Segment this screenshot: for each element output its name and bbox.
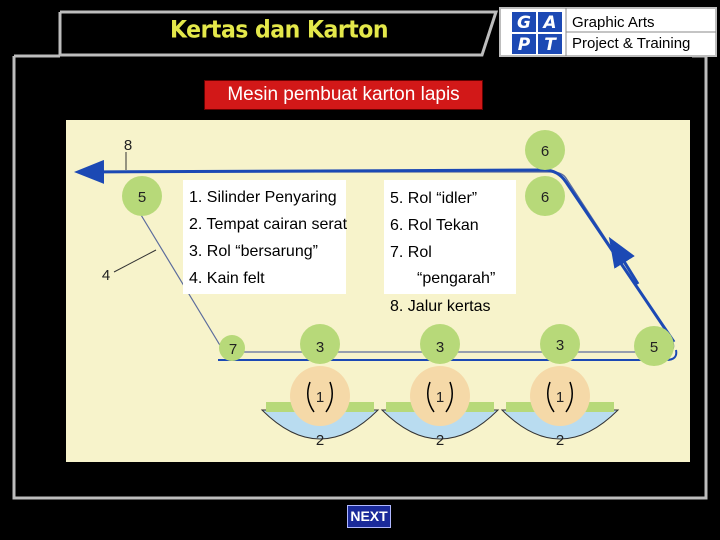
paper-path-line xyxy=(80,170,544,172)
legend-item-1: 1. Silinder Penyaring xyxy=(189,189,337,206)
legend-item-7: 7. Rol xyxy=(390,244,432,261)
callout-3-unit-2: 3 xyxy=(435,339,445,356)
paperboard-machine-diagram xyxy=(66,120,690,462)
callout-3-unit-1: 3 xyxy=(315,339,325,356)
legend-item-4: 4. Kain felt xyxy=(189,270,265,287)
logo-letter-t: T xyxy=(544,35,556,54)
callout-5-right: 5 xyxy=(649,339,659,356)
callout-1-unit-2: 1 xyxy=(435,389,445,406)
legend-item-8: 8. Jalur kertas xyxy=(390,298,491,315)
callout-1-unit-1: 1 xyxy=(315,389,325,406)
page-title: Kertas dan Karton xyxy=(170,16,388,45)
leader-4 xyxy=(114,250,156,272)
callout-8: 8 xyxy=(123,137,133,154)
callout-7: 7 xyxy=(228,341,238,358)
callout-4: 4 xyxy=(101,267,111,284)
callout-1-unit-3: 1 xyxy=(555,389,565,406)
callout-5-left: 5 xyxy=(137,189,147,206)
logo-letter-g: G xyxy=(517,13,531,33)
logo-letter-p: P xyxy=(517,35,531,54)
callout-3-unit-3: 3 xyxy=(555,337,565,354)
legend-item-7-cont: “pengarah” xyxy=(417,270,496,287)
legend-item-3: 3. Rol “bersarung” xyxy=(189,243,318,260)
paper-path-arrow xyxy=(612,242,638,284)
callout-2-unit-1: 2 xyxy=(315,432,325,449)
legend-item-2: 2. Tempat cairan serat xyxy=(189,216,348,233)
callout-2-unit-2: 2 xyxy=(435,432,445,449)
next-button[interactable]: NEXT xyxy=(347,505,391,528)
logo-line-graphic-arts: Graphic Arts xyxy=(572,14,655,31)
gapt-logo xyxy=(512,12,562,54)
legend-item-6: 6. Rol Tekan xyxy=(390,217,479,234)
slide-subtitle: Mesin pembuat karton lapis xyxy=(204,80,483,110)
logo-letter-a: A xyxy=(543,13,557,33)
callout-2-unit-3: 2 xyxy=(555,432,565,449)
logo-line-project-training: Project & Training xyxy=(572,35,691,52)
callout-6-top: 6 xyxy=(540,143,550,160)
callout-6-bottom: 6 xyxy=(540,189,550,206)
legend-item-5: 5. Rol “idler” xyxy=(390,190,478,207)
